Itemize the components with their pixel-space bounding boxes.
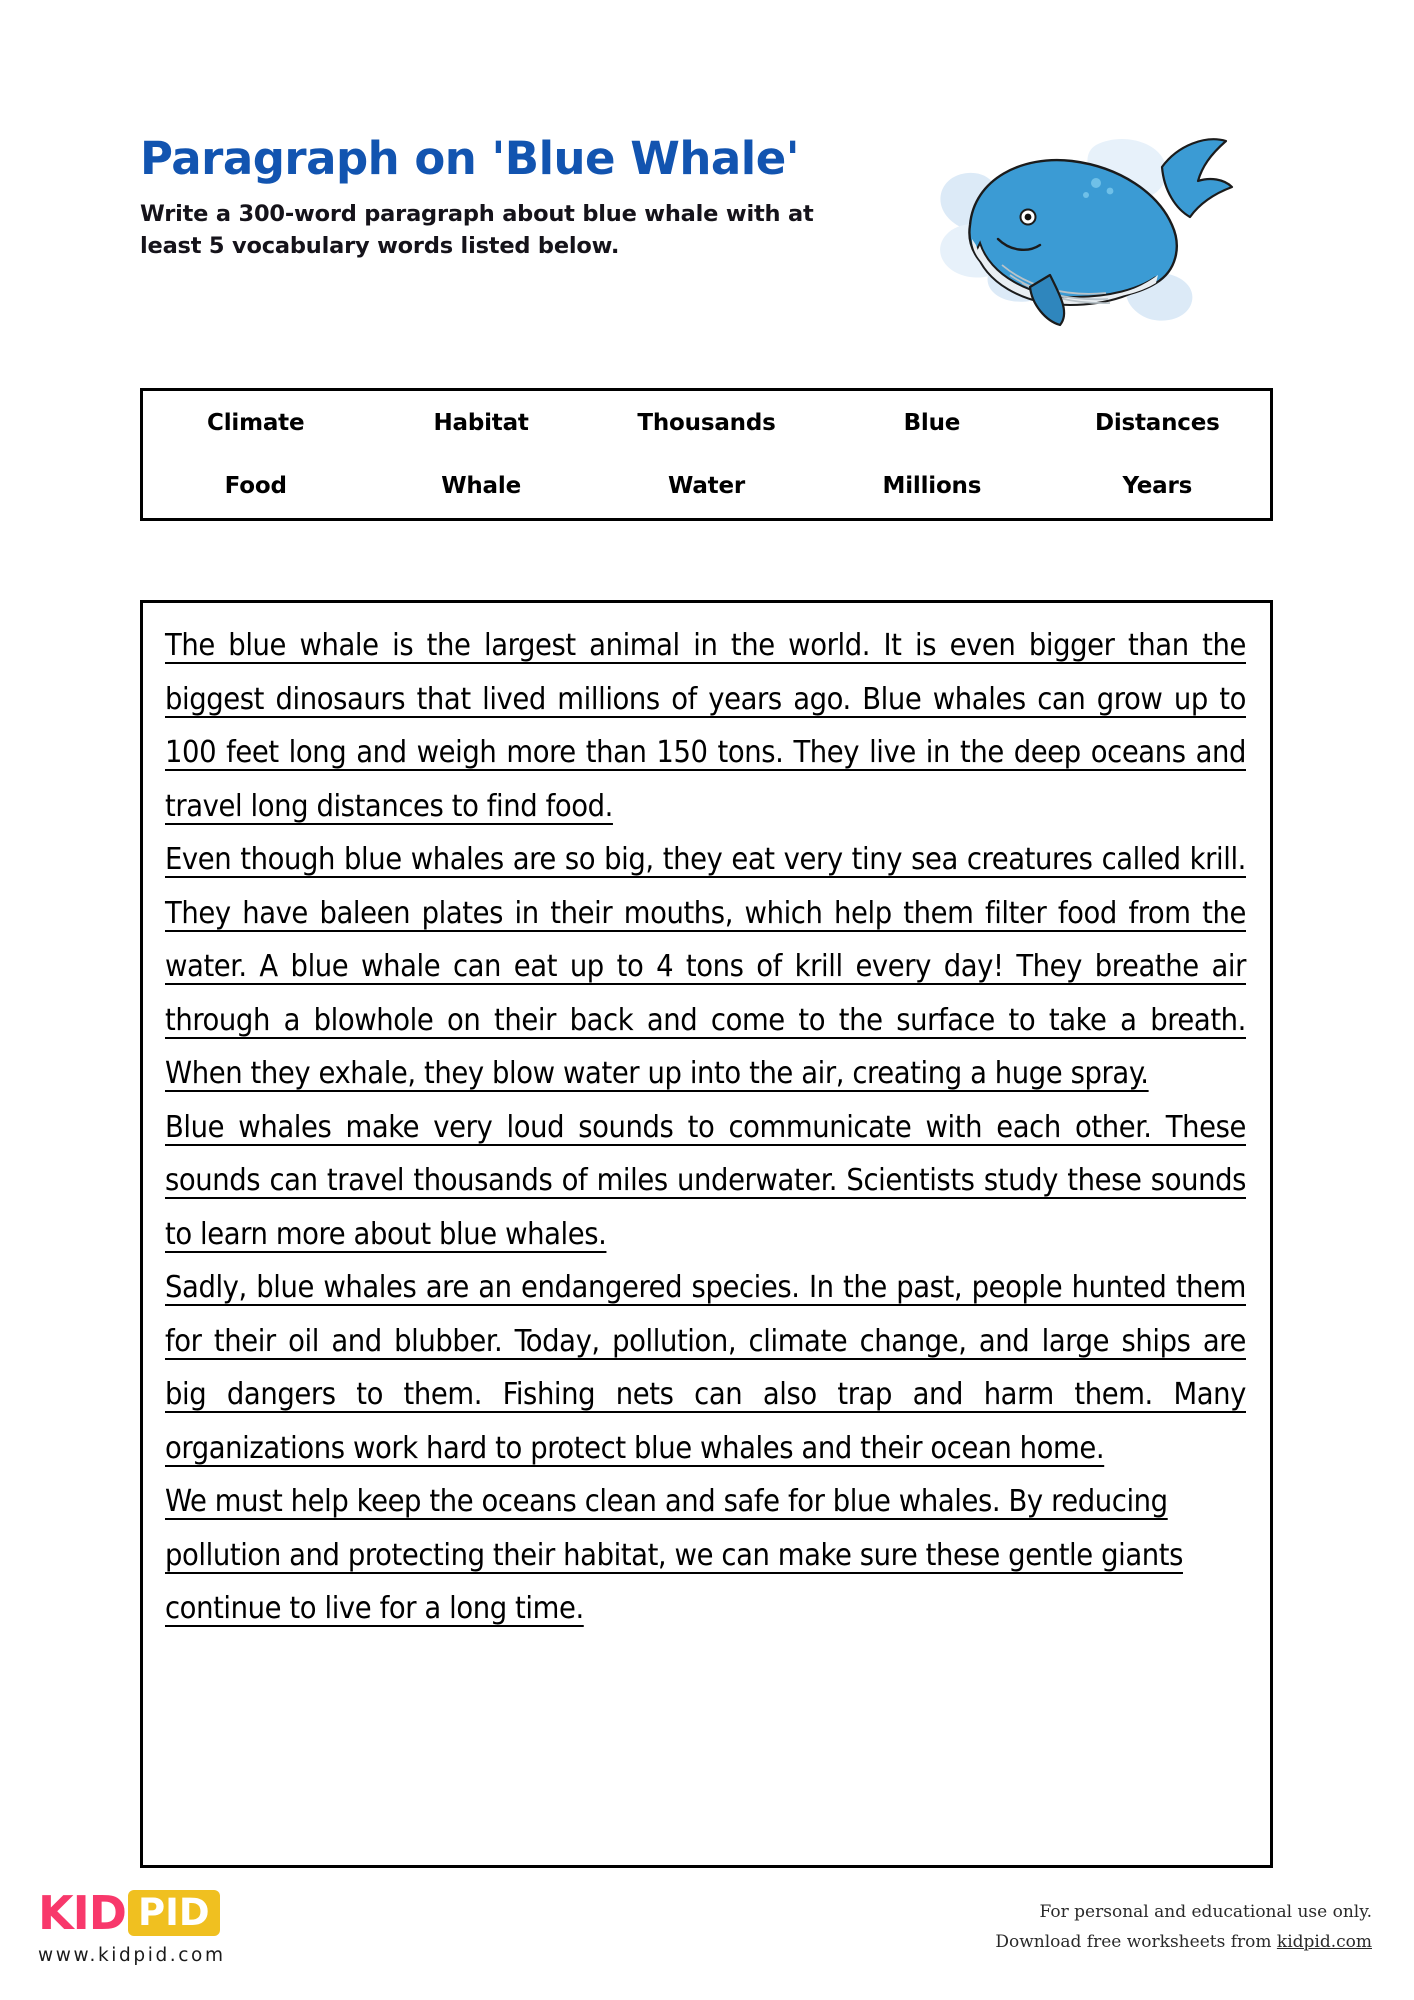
header-text-block	[140, 132, 900, 263]
vocab-word: Blue	[903, 409, 961, 436]
footer-line-1: For personal and educational use only.	[1039, 1902, 1372, 1922]
answer-paragraph: Even though blue whales are so big, they eat very tiny sea creatures called krill. They have baleen plates in their mouths, which help them filter food from the water. A blue whale can eat up to 4 tons of krill every day! They breathe air through a blowhole on their back and come to the surface to take a breath. When they exhale, they blow water up into the air, creating a huge spray.	[165, 842, 1246, 1091]
vocab-word: Years	[1122, 473, 1193, 500]
vocab-word: Whale	[441, 473, 521, 500]
footer-line-2-prefix: Download free worksheets from	[995, 1931, 1277, 1952]
logo-kid-text: KID	[38, 1886, 126, 1940]
vocab-word: Climate	[207, 409, 305, 436]
vocab-word: Food	[224, 473, 287, 500]
kidpid-logo[interactable]	[38, 1886, 226, 1966]
vocab-word: Thousands	[637, 409, 776, 436]
answer-paragraph: We must help keep the oceans clean and safe for blue whales. By reducing pollution and protecting their habitat, we can make sure these gentle giants continue to live for a long time.	[165, 1484, 1183, 1626]
page-title: Paragraph on 'Blue Whale'	[140, 132, 799, 185]
page-footer	[0, 1886, 1414, 2000]
vocab-word: Distances	[1094, 409, 1220, 436]
vocab-word: Water	[667, 473, 745, 500]
worksheet-header	[140, 132, 1280, 365]
vocab-word: Millions	[882, 473, 982, 500]
kidpid-logo-row	[38, 1886, 220, 1940]
answer-paragraph: Blue whales make very loud sounds to communicate with each other. These sounds can travel thousands of miles underwater. Scientists study these sounds to learn more about blue whales.	[165, 1109, 1246, 1252]
logo-pid-text: PID	[128, 1890, 220, 1936]
logo-website-url[interactable]: www.kidpid.com	[38, 1945, 226, 1966]
footer-usage-notice	[995, 1898, 1372, 1958]
vocabulary-grid	[143, 391, 1270, 518]
vocabulary-box	[140, 388, 1273, 521]
answer-paragraph: Sadly, blue whales are an endangered species. In the past, people hunted them for their oil and blubber. Today, pollution, climate change, and large ships are big dangers to them. Fishing nets can also trap and harm them. Many organizations work hard to protect blue whales and their ocean home.	[165, 1270, 1246, 1466]
answer-writing-box[interactable]	[140, 600, 1273, 1868]
vocab-word: Habitat	[433, 409, 529, 436]
answer-paragraph: The blue whale is the largest animal in the world. It is even bigger than the biggest dinosaurs that lived millions of years ago. Blue whales can grow up to 100 feet long and weigh more than 150 tons. They live in the deep oceans and travel long distances to find food.	[165, 628, 1246, 824]
footer-kidpid-link[interactable]: kidpid.com	[1276, 1931, 1372, 1952]
blue-whale-illustration	[910, 105, 1250, 355]
instructions-text: Write a 300-word paragraph about blue whale with at least 5 vocabulary words listed below.	[140, 200, 814, 260]
footer-line-2	[995, 1928, 1372, 1958]
answer-text	[165, 619, 1246, 1636]
